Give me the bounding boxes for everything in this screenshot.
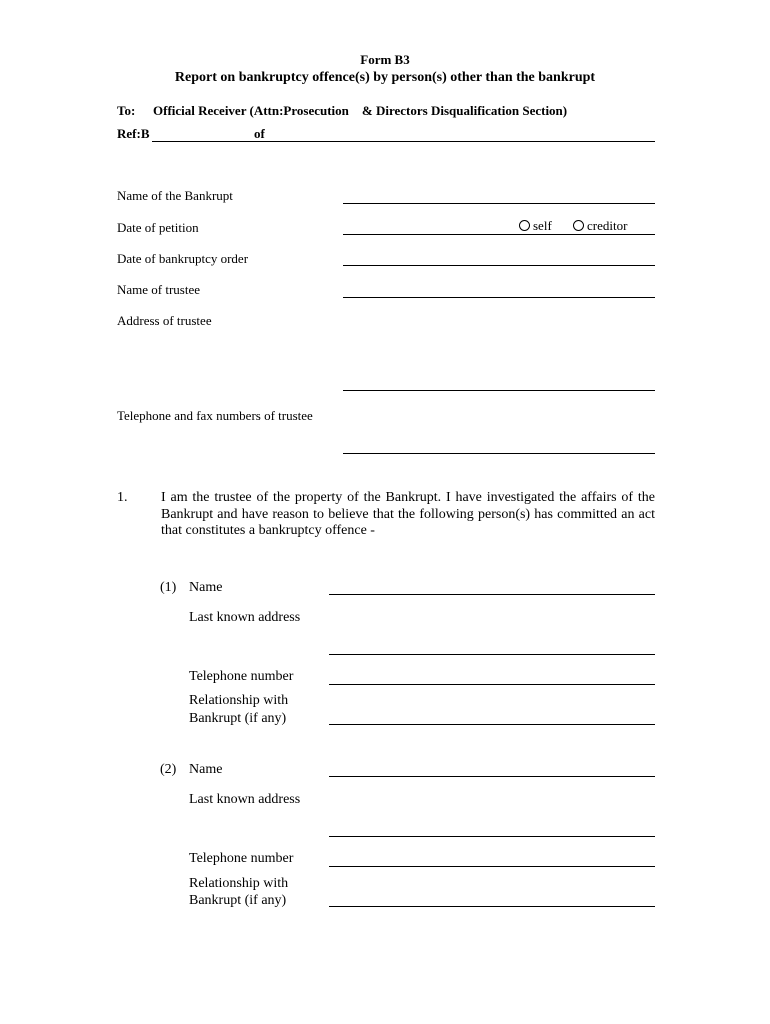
person-name-label: Name bbox=[189, 580, 223, 595]
trustee-phone-fax-field[interactable] bbox=[343, 453, 655, 454]
petition-self-option[interactable] bbox=[519, 218, 552, 234]
person-address-label: Last known address bbox=[189, 610, 301, 625]
person-relationship-label: Relationship with bbox=[189, 876, 289, 891]
ref-line[interactable] bbox=[152, 141, 655, 142]
person-relationship-field[interactable] bbox=[329, 906, 655, 907]
person-phone-label: Telephone number bbox=[189, 851, 294, 866]
person-number: (1) bbox=[160, 580, 177, 595]
person-phone-field[interactable] bbox=[329, 684, 655, 685]
to-label: To: bbox=[117, 103, 136, 118]
person-address-label: Last known address bbox=[189, 792, 301, 807]
self-label: self bbox=[533, 218, 552, 233]
creditor-label: creditor bbox=[587, 218, 628, 233]
address-of-trustee-field[interactable] bbox=[343, 390, 655, 391]
person-address-field[interactable] bbox=[329, 654, 655, 655]
section-text: I am the trustee of the property of the Bankrupt. I have investigated the affairs of the Bankrupt and have reason to believe that the following person(s) has committed an act that constitutes a bankruptcy offence - bbox=[161, 490, 655, 538]
name-of-trustee-label: Name of trustee bbox=[117, 282, 201, 297]
person-phone-field[interactable] bbox=[329, 866, 655, 867]
name-of-bankrupt-field[interactable] bbox=[343, 203, 655, 204]
person-number: (2) bbox=[160, 762, 177, 777]
radio-circle-icon[interactable] bbox=[573, 220, 584, 231]
of-label: of bbox=[254, 126, 265, 141]
trustee-phone-fax-label: Telephone and fax numbers of trustee bbox=[117, 408, 313, 423]
address-of-trustee-label: Address of trustee bbox=[117, 313, 212, 328]
name-of-trustee-field[interactable] bbox=[343, 297, 655, 298]
form-title: Report on bankruptcy offence(s) by person(s) other than the bankrupt bbox=[174, 70, 596, 85]
date-of-petition-field[interactable] bbox=[343, 234, 655, 235]
date-of-petition-label: Date of petition bbox=[117, 220, 199, 235]
to-value: Official Receiver (Attn:Prosecution & Directors Disqualification Section) bbox=[153, 103, 568, 118]
person-name-field[interactable] bbox=[329, 776, 655, 777]
ref-label: Ref:B bbox=[117, 126, 150, 141]
person-relationship-field[interactable] bbox=[329, 724, 655, 725]
person-relationship-label-2: Bankrupt (if any) bbox=[189, 711, 287, 726]
petition-creditor-option[interactable] bbox=[573, 218, 627, 234]
radio-circle-icon[interactable] bbox=[519, 220, 530, 231]
date-of-bankruptcy-order-field[interactable] bbox=[343, 265, 655, 266]
person-phone-label: Telephone number bbox=[189, 669, 294, 684]
name-of-bankrupt-label: Name of the Bankrupt bbox=[117, 188, 233, 203]
form-number: Form B3 bbox=[360, 52, 410, 67]
person-relationship-label-2: Bankrupt (if any) bbox=[189, 893, 287, 908]
person-address-field[interactable] bbox=[329, 836, 655, 837]
section-number: 1. bbox=[117, 490, 128, 505]
date-of-bankruptcy-order-label: Date of bankruptcy order bbox=[117, 251, 249, 266]
person-name-field[interactable] bbox=[329, 594, 655, 595]
person-relationship-label: Relationship with bbox=[189, 693, 289, 708]
person-name-label: Name bbox=[189, 762, 223, 777]
